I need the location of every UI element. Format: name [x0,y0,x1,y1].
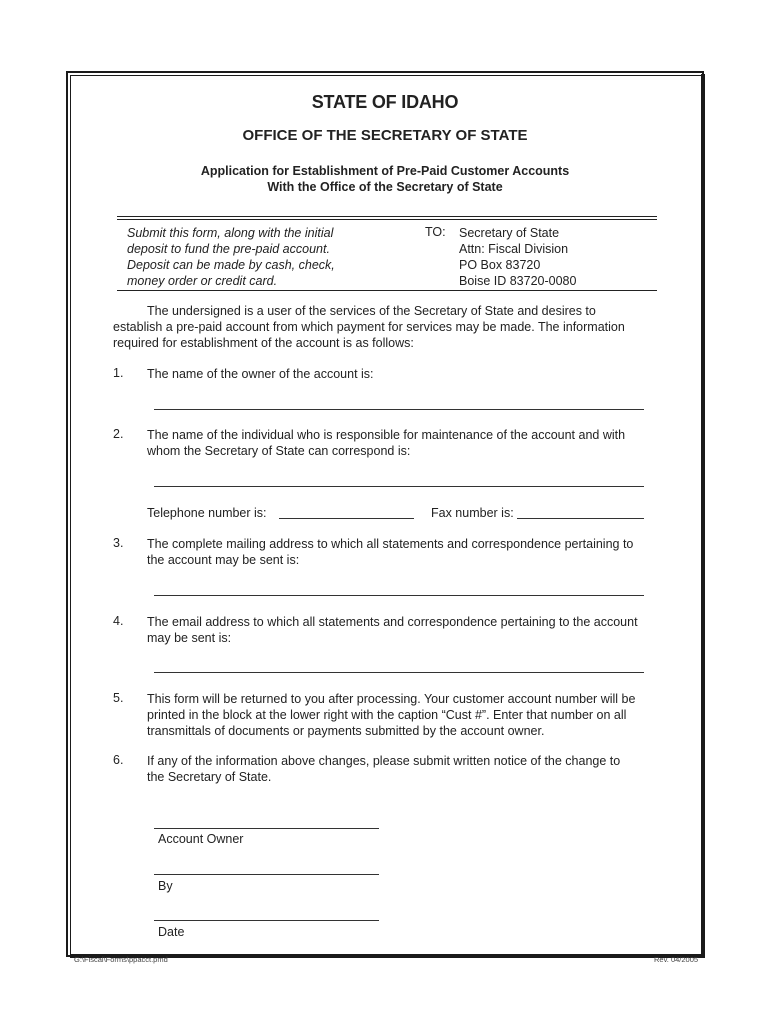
item-text: The email address to which all statements and correspondence pertaining to the account [147,615,638,629]
address-line: Boise ID 83720-0080 [459,274,577,288]
mid-rule [117,290,657,291]
item-number: 5. [113,691,124,705]
intro-line: establish a pre-paid account from which payment for services may be made. The information [113,320,625,334]
by-signature-line[interactable] [154,874,379,875]
account-owner-label: Account Owner [158,832,244,846]
item-text: may be sent is: [147,631,232,645]
instruction-line: Submit this form, along with the initial [127,226,334,240]
contact-name-field[interactable] [154,486,644,487]
item-text: This form will be returned to you after processing. Your customer account number will be [147,692,636,706]
item-text: transmittals of documents or payments submitted by the account owner. [147,724,545,738]
item-number: 1. [113,366,124,380]
telephone-field[interactable] [279,518,414,519]
top-rule [117,216,657,217]
item-text: The complete mailing address to which all statements and correspondence pertaining to [147,537,634,551]
owner-name-field[interactable] [154,409,644,410]
instruction-line: Deposit can be made by cash, check, [127,258,335,272]
revision-date: Rev. 04/2005 [654,955,699,964]
state-title: STATE OF IDAHO [311,92,459,112]
item-text: the account may be sent is: [147,553,300,567]
item-number: 2. [113,427,124,441]
subtitle-line: Application for Establishment of Pre-Paid Customer Accounts [200,164,570,178]
intro-line: The undersigned is a user of the services of the Secretary of State and desires to [147,304,596,318]
address-line: Secretary of State [459,226,560,240]
to-label: TO: [425,225,446,239]
intro-line: required for establishment of the account is as follows: [113,336,414,350]
item-text: If any of the information above changes, please submit written notice of the change to [147,754,621,768]
instructions-block [127,225,387,289]
date-line[interactable] [154,920,379,921]
address-line: Attn: Fiscal Division [459,242,569,256]
instruction-line: money order or credit card. [127,274,278,288]
item-text: printed in the block at the lower right with the caption “Cust #”. Enter that number on all [147,708,627,722]
item-text: the Secretary of State. [147,770,272,784]
recipient-address [459,225,576,289]
account-owner-signature-line[interactable] [154,828,379,829]
border-shadow-right [701,74,705,958]
date-label: Date [158,925,185,939]
item-number: 3. [113,536,124,550]
top-rule-double [117,219,657,220]
item-text: The name of the individual who is responsible for maintenance of the account and with [147,428,626,442]
by-label: By [158,879,173,893]
mailing-address-field[interactable] [154,595,644,596]
item-text: whom the Secretary of State can correspond is: [147,444,411,458]
instruction-line: deposit to fund the pre-paid account. [127,242,330,256]
fax-label: Fax number is: [431,506,514,520]
item-number: 4. [113,614,124,628]
item-text: The name of the owner of the account is: [147,367,374,381]
file-path: G:\Fiscal\Forms\ppacct.pmd [74,955,168,964]
fax-field[interactable] [517,518,644,519]
form-subtitle [0,163,770,195]
subtitle-line: With the Office of the Secretary of State [267,180,503,194]
telephone-label: Telephone number is: [147,506,267,520]
email-address-field[interactable] [154,672,644,673]
office-title: OFFICE OF THE SECRETARY OF STATE [242,127,528,144]
item-number: 6. [113,753,124,767]
address-line: PO Box 83720 [459,258,541,272]
